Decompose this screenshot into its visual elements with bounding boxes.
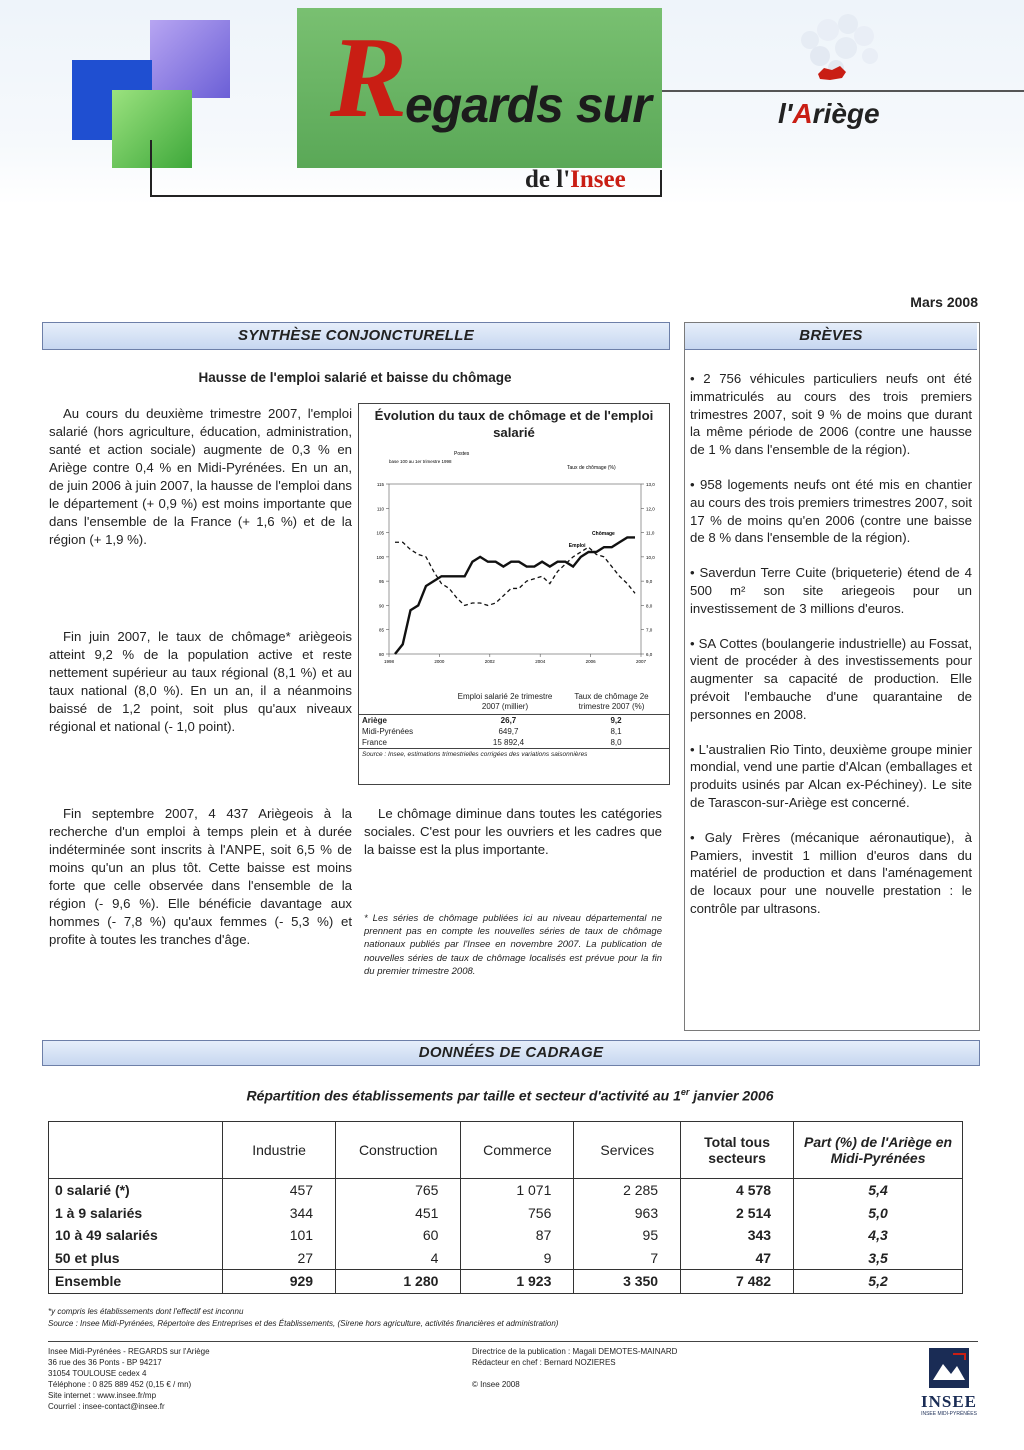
table-cell: 60 xyxy=(336,1224,461,1247)
header-rule xyxy=(660,170,662,197)
series-label: Chômage xyxy=(592,530,615,537)
row-label: 1 à 9 salariés xyxy=(49,1202,223,1225)
table-source: Source : Insee Midi-Pyrénées, Répertoire des Entreprises et des Établissements, (Sirene hors agriculture, activités financières et administration) xyxy=(48,1319,559,1328)
table-title-end: janvier 2006 xyxy=(689,1087,774,1104)
table-cell: 47 xyxy=(681,1247,794,1270)
cadrage-table-title xyxy=(42,1087,978,1104)
table-note: *y compris les établissements dont l'effectif est inconnu xyxy=(48,1307,244,1316)
section-header-synthese: SYNTHÈSE CONJONCTURELLE xyxy=(42,322,670,350)
line-chart xyxy=(359,444,669,684)
table-cell: 3,5 xyxy=(794,1247,963,1270)
subtitle-de: de l' xyxy=(525,166,571,193)
table-cell: 87 xyxy=(461,1224,574,1247)
table-cell: 1 071 xyxy=(461,1179,574,1202)
footer-line: Courriel : insee-contact@insee.fr xyxy=(48,1402,165,1411)
column-header: Part (%) de l'Ariège en Midi-Pyrénées xyxy=(794,1122,963,1179)
left-tick-label: 115 xyxy=(376,482,384,487)
plot-frame xyxy=(389,484,641,654)
table-cell: 7 482 xyxy=(681,1270,794,1294)
ariege-map-icon xyxy=(790,10,890,85)
table-title-text: Répartition des établissements par taille et secteur d'activité au 1 xyxy=(246,1087,681,1104)
right-tick-label: 7,0 xyxy=(646,627,653,633)
left-tick-label: 95 xyxy=(378,579,384,585)
section-header-cadrage: DONNÉES DE CADRAGE xyxy=(42,1040,980,1066)
left-tick-label: 100 xyxy=(376,554,384,560)
table-title-sup: er xyxy=(680,1087,690,1097)
footer-right xyxy=(472,1346,832,1390)
chart-title: Évolution du taux de chômage et de l'emploi salarié xyxy=(374,408,654,440)
column-header: Commerce xyxy=(461,1122,574,1179)
chart-table-cell: 8,0 xyxy=(610,738,622,747)
footer-line: Site internet : www.insee.fr/mp xyxy=(48,1391,157,1400)
table-cell: 5,4 xyxy=(794,1179,963,1202)
left-tick-label: 80 xyxy=(378,652,384,657)
logo-square-green xyxy=(112,90,192,168)
breve-item: • L'australien Rio Tinto, deuxième groupe minier mondial, vend une partie d'Alcan (emballages et produits usinés par Alcan ex-Péchiney). Le site de Tarascon-sur-Ariège est concerné. xyxy=(690,741,972,810)
row-label: 0 salarié (*) xyxy=(49,1179,223,1202)
chart-table-cell: 649,7 xyxy=(498,727,519,736)
region-prefix: l' xyxy=(778,98,793,129)
table-cell: 2 285 xyxy=(574,1179,681,1202)
right-tick-label: 9,0 xyxy=(646,579,653,585)
row-label: 10 à 49 salariés xyxy=(49,1224,223,1247)
x-tick-label: 2004 xyxy=(535,659,546,664)
region-title xyxy=(778,98,880,130)
column-header: Construction xyxy=(336,1122,461,1179)
chart-table-cell: 9,2 xyxy=(610,716,622,725)
table-cell: 756 xyxy=(461,1202,574,1225)
header-rule xyxy=(150,140,152,195)
synthese-paragraph: Fin septembre 2007, 4 437 Ariègeois à la recherche d'un emploi à temps plein et à durée indéterminée sont inscrits à l'ANPE, soit 6,5 % de moins qu'un an plus tôt. Cette baisse est moins forte que celle observée dans l'ensemble de la région (- 9,6 %). Elle bénéficie davantage aux hommes (- 7,8 %) qu'aux femmes (- 5,3 %) et profite à toutes les tranches d'âge. xyxy=(49,806,352,947)
column-header: Services xyxy=(574,1122,681,1179)
table-row xyxy=(49,1224,963,1247)
right-axis-label: Taux de chômage (%) xyxy=(567,465,616,471)
footer-line: © Insee 2008 xyxy=(472,1380,520,1389)
table-cell: 101 xyxy=(223,1224,336,1247)
footer-left xyxy=(48,1346,408,1412)
table-cell: 7 xyxy=(574,1247,681,1270)
establishments-table xyxy=(48,1121,963,1294)
table-row xyxy=(49,1179,963,1202)
table-cell: 3 350 xyxy=(574,1270,681,1294)
footer-rule xyxy=(48,1341,978,1342)
subtitle-insee: Insee xyxy=(570,166,626,193)
right-tick-label: 8,0 xyxy=(646,603,653,609)
breve-item: • 958 logements neufs ont été mis en chantier au cours des trois premiers trimestres 2007, soit 17 % de moins qu'en 2006 (contre une baisse de 8 % dans l'ensemble de la région). xyxy=(690,476,972,546)
footer-line xyxy=(472,1368,832,1379)
chart-table-cell: France xyxy=(362,738,387,747)
x-tick-label: 2000 xyxy=(434,659,445,664)
chart-table-cell: 8,1 xyxy=(610,727,622,736)
table-cell: 344 xyxy=(223,1202,336,1225)
table-cell: 4 578 xyxy=(681,1179,794,1202)
x-tick-label: 1998 xyxy=(383,659,395,664)
right-tick-label: 12,0 xyxy=(646,506,655,512)
title-initial: R xyxy=(330,14,408,142)
insee-logo-sub: INSEE MIDI-PYRÉNÉES xyxy=(921,1411,977,1417)
synthese-paragraph: Le chômage diminue dans toutes les catégories sociales. C'est pour les ouvriers et les cadres que la baisse est la plus importante. xyxy=(364,806,662,857)
breve-item: • Galy Frères (mécanique aéronautique), à Pamiers, investit 1 million d'euros dans du matériel de production et dans l'aménagement de locaux pour une nouvelle prestation : le contrôle par ultrasons. xyxy=(690,829,972,916)
footer-line: Rédacteur en chef : Bernard NOZIERES xyxy=(472,1358,616,1367)
footer-line: Directrice de la publication : Magali DEMOTES-MAINARD xyxy=(472,1347,678,1356)
table-cell: 451 xyxy=(336,1202,461,1225)
chart-table xyxy=(359,714,669,748)
footer-line: Insee Midi-Pyrénées - REGARDS sur l'Ariège xyxy=(48,1347,210,1356)
subtitle-de-insee xyxy=(525,166,626,194)
title-text: egards sur xyxy=(405,77,651,133)
chart-table-cell: Ariège xyxy=(362,716,387,725)
breves-list xyxy=(690,370,972,935)
table-cell: 929 xyxy=(223,1270,336,1294)
chart-table-cell: Midi-Pyrénées xyxy=(362,727,414,736)
table-cell: 1 280 xyxy=(336,1270,461,1294)
footer-line: 31054 TOULOUSE cedex 4 xyxy=(48,1369,147,1378)
chart-table-row xyxy=(359,715,669,727)
table-cell: 343 xyxy=(681,1224,794,1247)
section-header-breves: BRÈVES xyxy=(685,323,977,350)
table-cell: 765 xyxy=(336,1179,461,1202)
right-tick-label: 13,0 xyxy=(646,482,655,487)
chart-table-col1: Emploi salarié 2e trimestre 2007 (millier) xyxy=(457,692,553,711)
chart-table-row xyxy=(359,726,669,737)
chart-source: Source : Insee, estimations trimestrielles corrigées des variations saisonnières xyxy=(359,748,669,760)
table-cell: 1 923 xyxy=(461,1270,574,1294)
region-initial: A xyxy=(792,98,813,129)
right-tick-label: 10,0 xyxy=(646,554,655,560)
table-row xyxy=(49,1270,963,1294)
table-cell: 9 xyxy=(461,1247,574,1270)
table-cell: 27 xyxy=(223,1247,336,1270)
table-corner xyxy=(49,1122,223,1179)
left-tick-label: 105 xyxy=(376,530,384,536)
left-tick-label: 90 xyxy=(378,603,384,609)
left-tick-label: 110 xyxy=(376,506,384,512)
table-cell: 457 xyxy=(223,1179,336,1202)
insee-logo-icon xyxy=(925,1346,973,1390)
chart-table-cell: 26,7 xyxy=(500,716,517,725)
table-cell: 95 xyxy=(574,1224,681,1247)
logo-square-lilac xyxy=(150,20,230,98)
table-cell: 5,0 xyxy=(794,1202,963,1225)
region-rest: riège xyxy=(812,98,880,129)
table-cell: 5,2 xyxy=(794,1270,963,1294)
header-right-rule xyxy=(662,90,1024,92)
chart-table-wrap xyxy=(359,692,669,760)
synthese-paragraph: Fin juin 2007, le taux de chômage* ariègeois atteint 9,2 % de la population active et reste nettement supérieur au taux régional (8,1 %) et au taux national (8,0 %). En un an, il a néanmoins baissé de 1,2 point, soit plus qu'aux niveaux régional et national (- 1,0 point). xyxy=(49,629,352,734)
left-axis-label: Postes xyxy=(454,451,470,457)
left-axis-sub: base 100 au 1er trimestre 1998 xyxy=(389,459,452,464)
column-header: Total tous secteurs xyxy=(681,1122,794,1179)
chart-box xyxy=(358,403,670,785)
chomage-footnote: * Les séries de chômage publiées ici au niveau départemental ne prennent pas en compte les nouvelles séries de taux de chômage nationaux publiés par l'Insee en novembre 2007. La publication de nouvelles séries de taux de chômage localisés est prévue pour la fin du premier trimestre 2008. xyxy=(364,913,662,977)
series-line-chomage xyxy=(395,542,635,605)
row-label: Ensemble xyxy=(49,1270,223,1294)
right-tick-label: 6,0 xyxy=(646,652,653,657)
publication-date: Mars 2008 xyxy=(910,294,978,310)
footer-line: Téléphone : 0 825 889 452 (0,15 € / mn) xyxy=(48,1380,192,1389)
left-tick-label: 85 xyxy=(378,627,384,633)
insee-logo-text: INSEE xyxy=(920,1392,978,1411)
chart-table-cell: 15 892,4 xyxy=(492,738,525,747)
chart-table-header xyxy=(359,692,669,712)
chart-table-col2: Taux de chômage 2e trimestre 2007 (%) xyxy=(574,692,649,711)
table-row xyxy=(49,1202,963,1225)
column-header: Industrie xyxy=(223,1122,336,1179)
header-rule xyxy=(150,195,662,197)
synthese-subtitle: Hausse de l'emploi salarié et baisse du chômage xyxy=(198,370,512,385)
x-tick-label: 2002 xyxy=(484,659,495,664)
breve-item: • Saverdun Terre Cuite (briqueterie) étend de 4 500 m² son site ariegeois pour un investissement de 3 millions d'euros. xyxy=(690,565,972,616)
table-cell: 963 xyxy=(574,1202,681,1225)
table-cell: 4,3 xyxy=(794,1224,963,1247)
table-row xyxy=(49,1247,963,1270)
breve-item: • 2 756 véhicules particuliers neufs ont été immatriculés au cours des trois premiers trimestres 2007, soit 9 % de moins que durant la même période de 2006 (contre une hausse de 1 % dans l'ensemble de la région). xyxy=(690,371,972,458)
synthese-paragraph: Au cours du deuxième trimestre 2007, l'emploi salarié (hors agriculture, éducation, administration, santé et action sociale) augmente de 0,3 % en Ariège contre 0,4 % en Midi-Pyrénées. En un an, de juin 2006 à juin 2007, la hausse de l'emploi dans le département (+ 0,9 %) est moins importante que dans l'ensemble de la France (+ 1,6 %) et de la région (+ 1,9 %). xyxy=(49,406,352,547)
right-tick-label: 11,0 xyxy=(646,530,655,536)
table-cell: 2 514 xyxy=(681,1202,794,1225)
x-tick-label: 2006 xyxy=(585,659,596,664)
x-tick-label: 2007 xyxy=(635,659,647,664)
chart-table-row xyxy=(359,737,669,748)
breve-item: • SA Cottes (boulangerie industrielle) au Fossat, vient de procéder à des investissements pour augmenter sa capacité de production. Elle prévoit l'embauche d'une quarantaine de personnes en 2008. xyxy=(690,635,972,722)
row-label: 50 et plus xyxy=(49,1247,223,1270)
table-cell: 4 xyxy=(336,1247,461,1270)
series-label: Emploi xyxy=(568,542,586,549)
series-line-emploi xyxy=(395,537,635,654)
footer-line: 36 rue des 36 Ponts - BP 94217 xyxy=(48,1358,162,1367)
